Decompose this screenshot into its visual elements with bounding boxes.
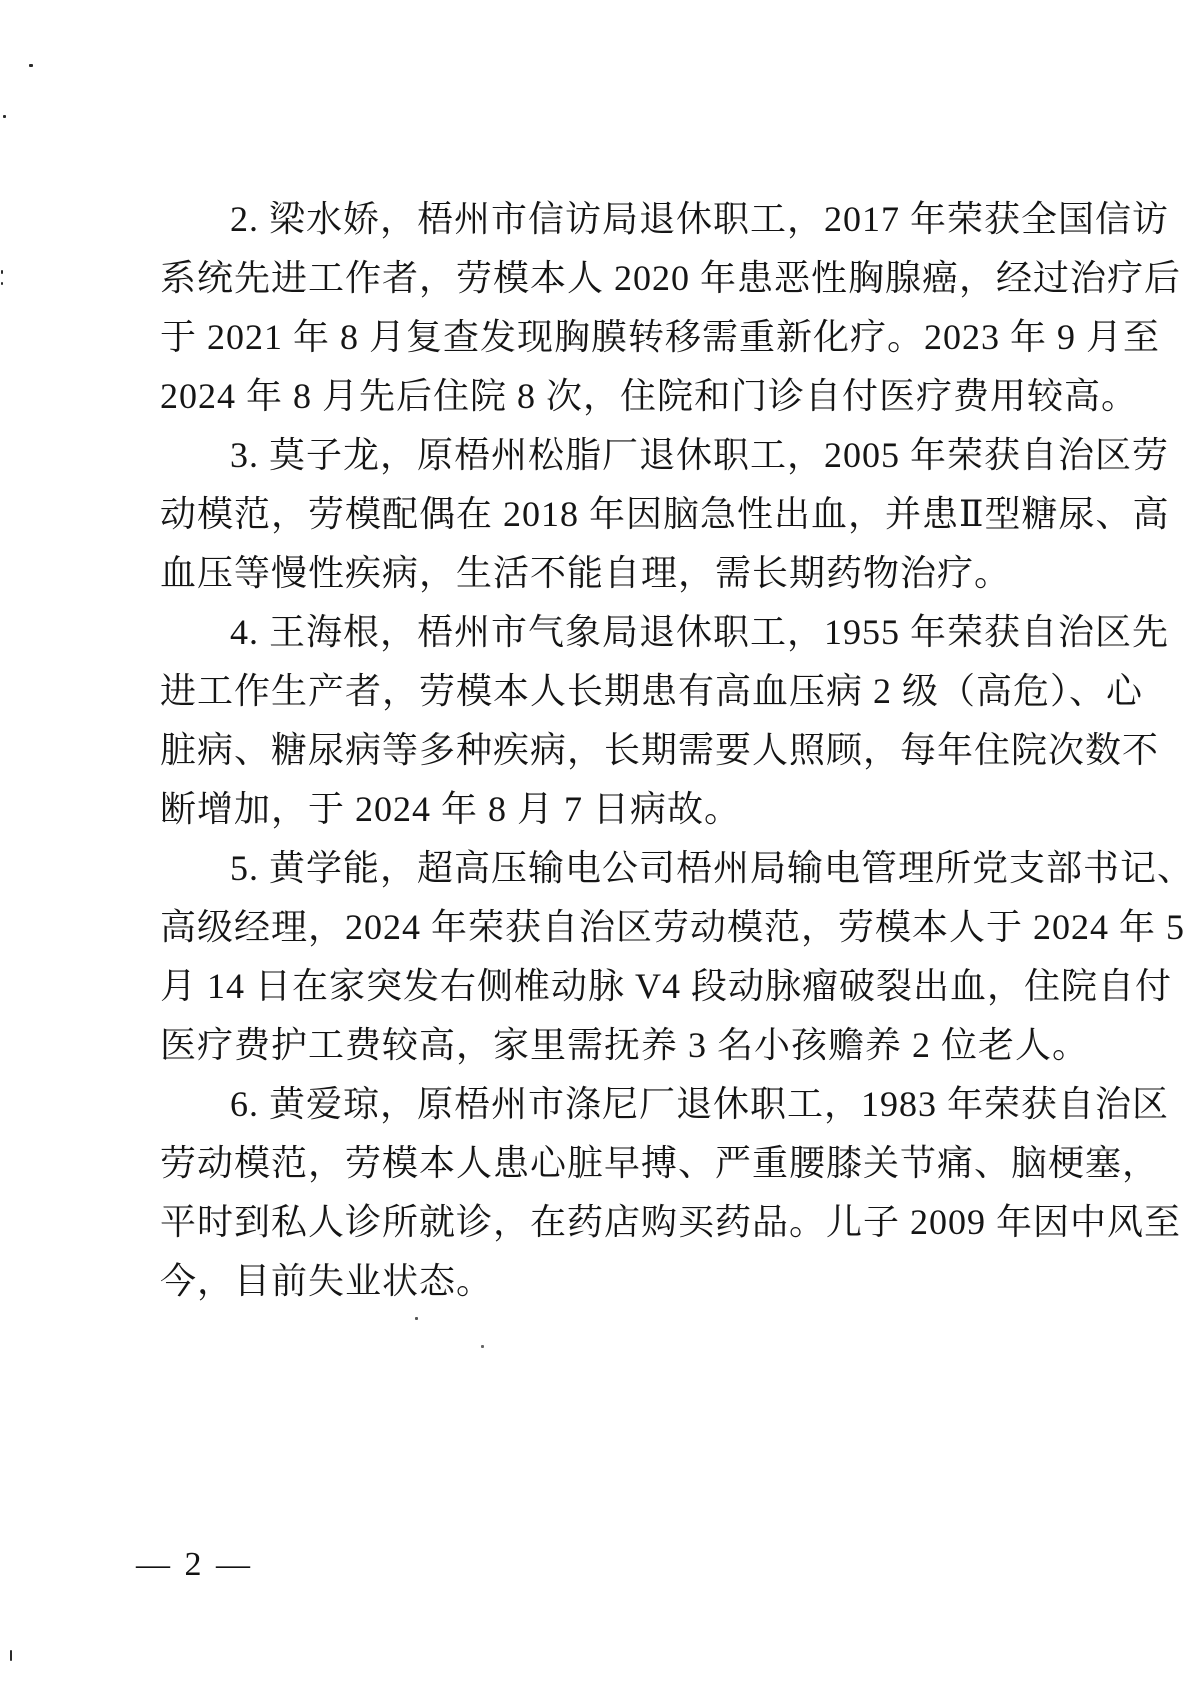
text-line: 于 2021 年 8 月复查发现胸膜转移需重新化疗。2023 年 9 月至 bbox=[160, 317, 1161, 357]
text-line: 血压等慢性疾病，生活不能自理，需长期药物治疗。 bbox=[160, 553, 1012, 593]
scan-speck bbox=[10, 1650, 12, 1661]
text-line: 6. 黄爱琼，原梧州市涤尼厂退休职工，1983 年荣获自治区 bbox=[230, 1084, 1170, 1124]
paragraph-item-5 bbox=[160, 839, 1195, 1075]
text-line: 劳动模范，劳模本人患心脏早搏、严重腰膝关节痛、脑梗塞， bbox=[160, 1143, 1160, 1183]
text-line: 2. 梁水娇，梧州市信访局退休职工，2017 年荣获全国信访 bbox=[230, 199, 1170, 239]
page-number: — 2 — bbox=[136, 1546, 253, 1583]
scan-speck bbox=[415, 1317, 418, 1320]
text-line: 高级经理，2024 年荣获自治区劳动模范，劳模本人于 2024 年 5 bbox=[160, 907, 1186, 947]
text-line: 断增加，于 2024 年 8 月 7 日病故。 bbox=[160, 789, 742, 829]
paragraph-item-4 bbox=[160, 603, 1170, 839]
text-line: 医疗费护工费较高，家里需抚养 3 名小孩赡养 2 位老人。 bbox=[160, 1025, 1090, 1065]
text-line: 平时到私人诊所就诊，在药店购买药品。儿子 2009 年因中风至 bbox=[160, 1202, 1182, 1242]
scan-speck bbox=[29, 64, 33, 67]
scan-speck bbox=[1, 282, 3, 285]
scan-speck bbox=[3, 115, 6, 118]
text-line: 月 14 日在家突发右侧椎动脉 V4 段动脉瘤破裂出血，住院自付 bbox=[160, 966, 1172, 1006]
scan-speck bbox=[1, 270, 3, 274]
text-line: 4. 王海根，梧州市气象局退休职工，1955 年荣获自治区先 bbox=[230, 612, 1170, 652]
paragraph-item-6 bbox=[160, 1075, 1182, 1311]
text-line: 3. 莫子龙，原梧州松脂厂退休职工，2005 年荣获自治区劳 bbox=[230, 435, 1170, 475]
text-line: 动模范，劳模配偶在 2018 年因脑急性出血，并患Ⅱ型糖尿、高 bbox=[160, 494, 1170, 534]
text-line: 进工作生产者，劳模本人长期患有高血压病 2 级（高危）、心 bbox=[160, 671, 1144, 711]
document-body bbox=[160, 190, 1195, 1311]
text-line: 2024 年 8 月先后住院 8 次，住院和门诊自付医疗费用较高。 bbox=[160, 376, 1139, 416]
scan-speck bbox=[481, 1345, 484, 1348]
paragraph-item-3 bbox=[160, 426, 1170, 603]
text-line: 系统先进工作者，劳模本人 2020 年患恶性胸腺癌，经过治疗后 bbox=[160, 258, 1182, 298]
text-line: 今，目前失业状态。 bbox=[160, 1261, 494, 1301]
text-line: 5. 黄学能，超高压输电公司梧州局输电管理所党支部书记、 bbox=[230, 848, 1195, 888]
text-line: 脏病、糖尿病等多种疾病，长期需要人照顾，每年住院次数不 bbox=[160, 730, 1160, 770]
paragraph-item-2 bbox=[160, 190, 1182, 426]
